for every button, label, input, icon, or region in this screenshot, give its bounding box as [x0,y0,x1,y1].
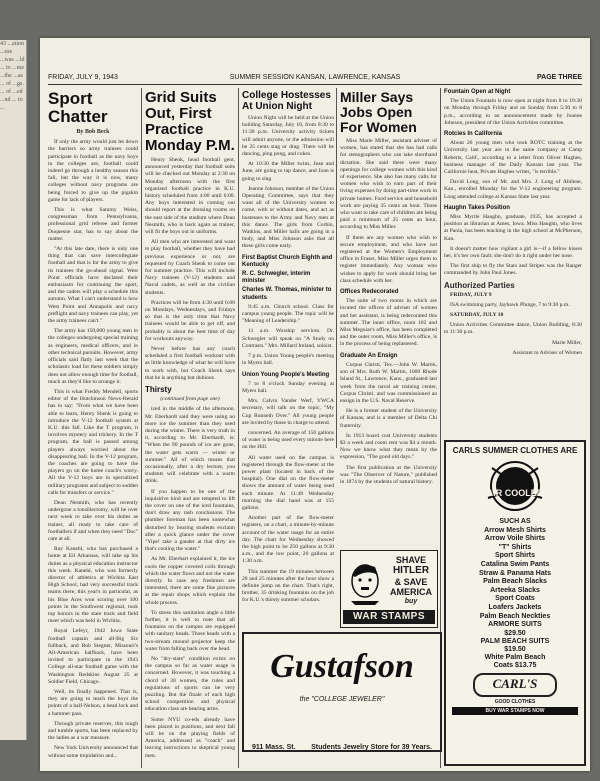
article-paragraph: All water used on the campus is registered through the flow-meter at the power plant (located in back of the hospital). One dial on the flow-meter shows the amount of water being used each minute. At 11:48 Wednesday morning the dial hand was at 155 gallons. [242,454,334,511]
carls-item: Loafers Jackets [488,603,542,611]
church-title: First Baptist Church Eighth and Kentucky [242,254,333,268]
adjacent-page-edge: 43 ...ation ...ese ...was ...ld ... to ...me ...the ...as ... of ...gs. ... of ...ed ...nd ... to ... [0,40,27,740]
carls-item: "T" Shirts [498,543,532,551]
stamp-ad-line: HITLER [392,565,430,576]
miller-jobs-headline: Miller Says Jobs Open For Women [340,89,417,135]
article-paragraph: To stress this sanitation angle a little further, it is well to note that all fountains on the campus are equipped with sanitary heads. Those heads with a two-stream mound projector keep the water from falling back over the head. [145,609,235,652]
sport-chatter-column [48,88,138,768]
page-header [48,72,582,85]
grid-suits-column [145,88,235,768]
article-paragraph: The army has 150,000 young men in the colleges undergoing special training as engineers, medical officers, and in other technical pursuits. However, army officials said flatly last week that the scholastic load for these soldiers simply does not allow enough time for football, much as they'd like to arrange it. [48,328,138,385]
article-paragraph: The Union Fountain is now open at night from 8 to 10:30 on Monday through Friday and on Sunday from 5:30 to 8 p.m., according to an announcement made by Joanne Johnson, president of the Union Activities committee. [444,98,582,126]
column-rule [238,88,239,768]
carls-logo: CARL'S [473,673,557,697]
header-masthead: SUMMER SESSION KANSAN, LAWRENCE, KANSAS [229,74,401,81]
carls-intro: SUCH AS [499,518,531,525]
hitler-caricature-icon [345,557,385,605]
article-paragraph: The suite of two rooms in which are located the offices of adviser of women and her assistant, is being redecorated this summer. The inner office, room 102 and Miss Meguiar's office, has been completed and the outer room, Miss Miller's office, is in the process of being replastered. [340,298,437,348]
article-paragraph: If there are any women who wish to secure employment, and who have not registered at the Women's Employment office in Fraser, Miss Miller urges them to register immediately. Any woman who wishes to apply for work should bring her class schedule with her. [340,234,437,284]
article-paragraph: This is what Freddy Mendell, sports editor of the Hutchinson News-Herald has to say: "From what we have been able to learn, Henry Shenk is going to introduce the V-12 football system at K.U. this fall. Like the T program, it involves mystery and trickery. In the T program, the ball is passed among players always worried about the disappearing ball. In the V-12 program, the coaches are going to have the players go on the home coach's worry. All the V-12 boys are in specialized military programs and subject to sudden calls for transfers or service." [48,388,138,496]
article-paragraph: Well, its finally happened. That is, they are going to teach the boys the points of a half-Nelson, a head lock and a hammer pass. [48,689,138,717]
grid-suits-headline: Grid Suits Out, First Practice Monday P.M. [145,89,235,154]
stamp-ad-line: SHAVE [395,555,427,565]
article-paragraph: He is a former student of the University of Kansas, and is a member of Delta Chi fraternity. [340,408,437,429]
column-rule [336,88,337,448]
carls-price: PALM BEACH SUITS [480,637,550,645]
carls-item: Palm Beach Neckties [479,612,551,620]
carls-item: Arrow Mesh Shirts [484,526,546,534]
article-paragraph: Ray Kanehl, who has purchased a home at Eil Arkansas, will take up his duties as a physical education instructor this week. Kanehl, who was formerly director of athletics at Wichita East High School, had very successful track teams there, this year's in particular, as his Blue Aces won scoring over 100 points in the Southwest regional, took top honors in the state track and field meet which was held in Wichita. [48,546,138,625]
article-paragraph: Dean Nesmith, who has recently undergone a tonsillectomy, will be over next week to take over his duties as trainer, all ready to take care of footballers if and when they need "Doc" care at all. [48,499,138,542]
article-paragraph: 9:45 a.m. Church school. Class for campus young people. The topic will be "Meaning of Leadership." [242,303,334,325]
sport-chatter-byline: By Bob Beck [76,129,110,135]
article-paragraph: 7 p.m. Union Young people's meeting in Myers hall. [242,353,334,367]
stamp-ad-line: AMERICA [390,587,432,597]
carls-item: ARMORE SUITS [488,621,542,629]
carls-price: $29.50 [504,629,526,637]
carls-price: $19.50 [504,645,526,653]
article-paragraph: Practices will be from 4:30 until 6:00 on Mondays, Wednesdays, and Fridays so that is the only time that Navy trainees would be able to get off, and probably is about the best time of day for workouts anyway. [145,299,235,342]
calendar-event: ISA swimming party, Jayhawk Plunge, 7 to 9:30 p.m. [450,301,570,308]
carls-item: Straw & Panama Hats [479,569,551,577]
stamp-ad-line: & SAVE [394,577,428,587]
article-paragraph: 11 a.m. Worship services. Dr. Schwegler will speak on "A Study on Contrasts." Mrs. Millard Ireland, soloist. [242,328,334,349]
sport-chatter-headline: Sport Chatter [48,89,108,126]
gustafson-tagline: the "COLLEGE JEWELER" [299,696,385,703]
gustafson-jeweler-ad [242,632,442,752]
campus-notes-column [444,88,582,436]
authorized-parties-title: Authorized Parties [444,280,515,290]
article-paragraph: Union Night will be held at the Union building Saturday, July 10, from 8:30 to 11:30 p.m. University activity tickets will admit anyone, or the admission will be 25 cents stag or drag. There will be dancing, ping pong, and cokes. [242,115,334,158]
offices-title: Offices Redecorated [340,289,399,296]
article-paragraph: Another part of the flow-meter registers, on a chart, a minute-by-minute account of the water usage for an entire day. The chart for Wednesday showed the high point to be 250 gallons at 9:30 a.m., and the low point, 20 gallons at 1:30 a.m. [242,515,334,565]
carls-clothes-ad [444,440,586,766]
ensign-title: Graduate An Ensign [340,352,398,359]
article-paragraph: Miss Marie Miller, assistant adviser of women, has stated that she has had calls for stenographers who can take shorthand dictation. She said there were many openings for college women with this kind of experience. She also has many calls for women who wish to earn part of their living expenses by doing part-time work in private homes. Food service and household work are paying 35 cents an hour. Those who want to take care of children are being paid a minimum of 25 cents an hour, according to Miss Miller. [340,138,437,231]
continued-note: (continued from page one) [160,396,220,403]
haughn-title: Haughn Takes Position [444,204,510,211]
carls-footer: BUY WAR STAMPS NOW [452,707,578,715]
header-date: FRIDAY, JULY 9, 1943 [48,74,118,81]
carls-item: Sport Coats [495,595,535,603]
article-paragraph: Corpus Christi, Tex.—John W. Martin, son of Mrs. Ruth W. Martin, 1000 Rhode Island St., Lawrence, Kans., graduated last week from the naval air training center, Corpus Christi, and was commissioned an ensign in the U.S. Naval Reserve. [340,361,437,404]
calendar-event: Union Activities Committee dance, Union Building, 8:30 to 11:30 p.m. [444,322,582,336]
college-hostesses-column [242,88,334,633]
stamp-ad-line: buy [404,598,418,605]
article-paragraph: Never before has any coach scheduled a first football workout with as little knowledge of what he will have to work with, but Coach Shenk says that he is anything but dubious. [145,346,235,381]
miller-jobs-column [340,88,437,584]
article-paragraph: The first publication at the University was "The Observer of Nature," published in 1874 by the students of natural history. [340,464,437,485]
article-paragraph: It doesn't matter how vigilant a girl is—if a fellow kisses her, it's her own fault; she don't do it right under her nose. [444,245,582,260]
carls-headline: CARLS SUMMER CLOTHES ARE [452,446,578,455]
article-paragraph: Through private reserves, this tough and tumble sports, has been replaced by the ladies as a war measure. [48,720,138,742]
article-paragraph: Mrs. Calvin Vander Werf, YWCA secretary, will talk on the topic, "My Cup Runneth Over." All young people are invited by those in charge to attend. [242,398,334,426]
article-paragraph: Miss Myrtle Haughn, graduate, 1935, has accepted a position as librarian at Ames, Iowa. Miss Haughn, who lives at Paola, has been teaching in the high school at McPherson, Kan. [444,214,582,242]
article-paragraph: David Long, son of Mr. and Mrs. J. Long of Abilene, Kan., enrolled Monday for the V-12 engineering program. Long attended college at Kansas State last year. [444,179,582,200]
gustafson-logo: Gustafson [270,648,414,685]
war-stamps-ad [340,550,438,628]
air-cooled-badge-icon [480,458,550,514]
article-paragraph: This is what Sammy Weiss, congressman from Pennsylvania, professional grid referee and former Duquesne star, has to say about the matter. [48,207,138,242]
calendar-signature-title: Assistant to Adviser of Women [512,349,582,356]
carls-price: Coats $13.75 [493,661,537,669]
article-paragraph: All men who are interested and want to play football, whether they have had previous experience or not, are requested by Coach Shenk to come out for summer practice. This will include Navy trainees (V-12) students and Naval cadets, as well as the civilian students. [145,239,235,296]
article-paragraph: At 10:30 the Miller twins, Jean and June, are going to tap dance, and Joan is going to sing. [242,161,334,182]
carls-item: Sport Shirts [494,552,536,560]
article-paragraph: If only the army would just let down the barriers so army trainees could participate in football as the navy boys in the colleges are, football could indeed go through a healthy season this fall, but the way it is now, many colleges without navy programs are being forced to give up the pigskin game for lack of players. [48,139,138,203]
carls-item: Arteeka Slacks [490,586,540,594]
carls-price: White Palm Beach [484,653,546,661]
fountain-title: Fountain Open at Night [444,89,511,95]
college-hostesses-headline: College Hostesses At Union Night [242,90,331,112]
carls-item: Palm Beach Slacks [483,578,547,586]
article-paragraph: This summer the 19 minutes between 20 and 25 minutes after the hour show a definite jump on the chart. That's right, brother, 35 drinking fountains on the job for K.U.'s thirsty summer scholars. [242,568,334,604]
article-paragraph: Jeanne Johnson, member of the Union Operating Committee, says that they want all of the University women to come, with or without dates, and act as hostesses to the Army and Navy men at this dance. The girls from Corbin, Watkins, and Miller halls are going in a body, and Miss Johnson asks that all these girls come early. [242,185,334,250]
article-paragraph: Royal Lefeyr, 1942 Iowa State football captain and all-Big Six fullback, and Bob Stegner, Missouri's All-American halfback, have been invited to participate in the 1943 College all-star football game with the Washington Redskins August 25 at Soldier Field, Chicago. [48,628,138,685]
war-stamps-banner: WAR STAMPS [343,610,435,624]
article-paragraph: ized in the middle of the afternoon. Mr. Eberhardt said they were using no more ice the summer than they used during the winter. There is very truth in it, according to Mr. Eberhardt, is: "When the 90 pounds of ice are gone, the water gets warm — winter or summer." All of which means that occasionally, after a dry lecture, you students will celebrate with a warm drink. [145,406,235,485]
gustafson-slogan: Students Jewelry Store for 39 Years. [311,744,432,751]
article-paragraph: The first ship to fly the Stars and Stripes was the Ranger commanded by John Paul Jones. [444,263,582,277]
carls-item: Catalina Swim Pants [480,560,550,568]
article-paragraph: If you happen to be one of the inquisitive kind and are tempted to lift the cover on one of the iced fountains, don't draw any rash conclusions. The plumber foreman has been somewhat disturbed by hearing students exclaim after a quick glance under the cover "Yipe! take a gander at that dirty ice that's cooling the water." [145,488,235,553]
article-paragraph: As Mr. Eberhart explained it, the ice cools the copper covered coils through which the water flows and not the water directly. In case any freshmen are interested, there are some fine pictures at the repair shops which explain the whole process. [145,556,235,606]
column-rule [141,88,142,768]
article-paragraph: 7 to 8 o'clock Sunday evening at Myers hall. [242,380,334,394]
rotcies-title: Rotcies In California [444,131,503,138]
carls-logo-sub: GOOD CLOTHES [494,698,536,705]
air-cooled-label: AIR COOLED [486,488,544,498]
calendar-signature: Marie Miller, [552,339,582,346]
carls-item: Arrow Voile Shirts [484,535,546,543]
article-paragraph: concerned. An average of 150 gallons of water is being used every minute here on the Hill. [242,429,334,451]
young-people-title: Union Young People's Meeting [242,371,330,378]
gustafson-address: 911 Mass. St. [252,744,296,751]
article-paragraph: "At this late date, there is only one thing that can save intercollegiate football and that is for the army to give its trainees the go-ahead signal. West Point officials have declared their enthusiasm for continuing the sport, and the cadets will play a schedule this autumn. What I can't understand is how West Point and Annapolis and navy preflight and navy trainees can play, yet the army trainees can't." [48,246,138,325]
newspaper-page [40,38,590,771]
header-page-number: PAGE THREE [537,74,582,81]
article-paragraph: Some NYU co-eds already have been placed in positions, and next fall will be on the playing fields of America, addressed as "coach" and leaving instructions to skeptical young men. [145,716,235,759]
article-paragraph: New York University announced that without some trepidation and... [48,745,138,759]
calendar-date: SATURDAY, JULY 10 [450,312,504,319]
article-paragraph: In 1913 board cost University students $3 a week and room rent was $4 a month. Now we know what they mean by the expression, "The good old days." [340,432,437,461]
thirsty-headline: Thirsty [145,385,172,395]
article-paragraph: About 26 young men who took ROTC training at the University last year are in the same company at Camp Roberts, Calif., according to a letter from Oliver Hughes, business manager of the Daily Kansan last year. The Californie heat, Private Hughes writes, "is terrible." [444,140,582,176]
calendar-date: FRIDAY, JULY 9 [450,291,492,298]
church-pastor: R. C. Schwegler, interim minister [242,271,311,285]
church-music: Charles W. Thomas, minister to students [242,287,332,301]
article-paragraph: No "dry-state" condition exists on the campus so far as water usage is concerned. However, it was touching a chord of 30 women, the rules and regulations of sports can be very puzzling. But the finale of each high school competition and physical education class are bearing arms. [145,656,235,713]
article-paragraph: Henry Shenk, head football gent, announced yesterday that football suits will be checked out Monday at 2:30 on Monday afternoon with the first organized football practice in K.U. history scheduled from 4:00 until 6:00. Any boys interested in coming out should report at the dressing rooms on the east side of the stadium where Dean Nesmith, who is back again as trainer, will fit the boys out in uniforms. [145,157,235,236]
